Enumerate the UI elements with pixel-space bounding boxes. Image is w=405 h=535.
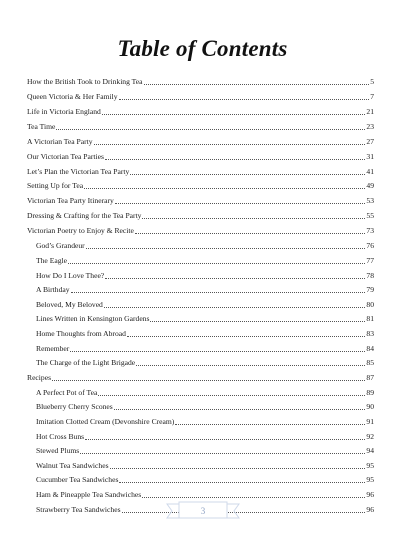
dot-leader: [86, 248, 366, 249]
toc-entry: [27, 398, 374, 413]
toc-entry-title: The Eagle: [36, 256, 67, 266]
toc-entry-title: Remember: [36, 343, 70, 353]
toc-entry-page-number: 96: [366, 504, 374, 514]
toc-entry-page-number: 80: [366, 299, 374, 309]
dot-leader: [142, 218, 365, 219]
toc-entry-title: Victorian Poetry to Enjoy & Recite: [27, 226, 134, 236]
toc-entry: [27, 485, 374, 500]
toc-entry-title: How the British Took to Drinking Tea: [27, 76, 143, 86]
toc-entry-title: Walnut Tea Sandwiches: [36, 460, 109, 470]
toc-entry-title: Lines Written in Kensington Gardens: [36, 314, 150, 324]
toc-entry-title: Dressing & Crafting for the Tea Party: [27, 211, 142, 221]
toc-entry: [27, 471, 374, 486]
toc-entry-page-number: 49: [366, 181, 374, 191]
dot-leader: [71, 292, 366, 293]
toc-entry-title: How Do I Love Thee?: [36, 270, 105, 280]
toc-entry-title: God’s Grandeur: [36, 241, 85, 251]
toc-entry-title: Recipes: [27, 372, 52, 382]
toc-entry-page-number: 91: [366, 416, 374, 426]
toc-entry-page-number: 5: [370, 76, 374, 86]
dot-leader: [105, 159, 365, 160]
table-of-contents: [27, 72, 374, 515]
toc-entry-title: Our Victorian Tea Parties: [27, 151, 104, 161]
ribbon-banner-icon: [165, 500, 241, 522]
dot-leader: [68, 263, 365, 264]
toc-entry: [27, 368, 374, 383]
dot-leader: [136, 365, 365, 366]
toc-entry-title: Setting Up for Tea: [27, 181, 84, 191]
toc-entry-title: A Birthday: [36, 285, 70, 295]
dot-leader: [127, 336, 365, 337]
toc-entry-title: Blueberry Cherry Scones: [36, 402, 113, 412]
toc-entry-page-number: 27: [366, 136, 374, 146]
toc-entry-title: Victorian Tea Party Itinerary: [27, 196, 114, 206]
toc-entry-page-number: 83: [366, 328, 374, 338]
toc-entry-page-number: 78: [366, 270, 374, 280]
toc-entry: [27, 281, 374, 296]
toc-entry: [27, 251, 374, 266]
toc-entry-title: Imitation Clotted Cream (Devonshire Cream): [36, 416, 175, 426]
toc-entry-page-number: 55: [366, 211, 374, 221]
toc-entry: [27, 207, 374, 222]
toc-entry: [27, 295, 374, 310]
toc-entry-title: Tea Time: [27, 121, 56, 131]
toc-entry-title: Cucumber Tea Sandwiches: [36, 475, 119, 485]
dot-leader: [105, 278, 365, 279]
toc-entry-page-number: 76: [366, 241, 374, 251]
toc-entry: [27, 177, 374, 192]
toc-entry-title: Let’s Plan the Victorian Tea Party: [27, 166, 130, 176]
toc-entry: [27, 427, 374, 442]
page-footer: [0, 500, 405, 522]
toc-entry: [27, 117, 374, 132]
dot-leader: [119, 482, 365, 483]
dot-leader: [130, 174, 365, 175]
dot-leader: [80, 453, 365, 454]
toc-entry: [27, 102, 374, 117]
page-title: Table of Contents: [117, 36, 288, 61]
toc-entry-page-number: 7: [370, 91, 374, 101]
toc-entry-title: A Perfect Pot of Tea: [36, 387, 98, 397]
toc-entry-page-number: 87: [366, 372, 374, 382]
page-number: 3: [200, 506, 205, 516]
dot-leader: [84, 188, 365, 189]
toc-entry: [27, 442, 374, 457]
dot-leader: [52, 380, 365, 381]
toc-entry: [27, 354, 374, 369]
toc-entry: [27, 310, 374, 325]
toc-entry-title: Home Thoughts from Abroad: [36, 328, 126, 338]
toc-entry-page-number: 94: [366, 446, 374, 456]
toc-entry-title: Strawberry Tea Sandwiches: [36, 504, 121, 514]
dot-leader: [150, 321, 365, 322]
dot-leader: [104, 307, 366, 308]
toc-entry: [27, 324, 374, 339]
toc-entry-page-number: 41: [366, 166, 374, 176]
dot-leader: [144, 84, 370, 85]
toc-entry-page-number: 79: [366, 285, 374, 295]
toc-entry-title: The Charge of the Light Brigade: [36, 358, 136, 368]
dot-leader: [102, 114, 366, 115]
dot-leader: [115, 203, 366, 204]
dot-leader: [70, 351, 365, 352]
dot-leader: [119, 99, 370, 100]
toc-entry-page-number: 95: [366, 475, 374, 485]
toc-entry-page-number: 21: [366, 106, 374, 116]
dot-leader: [94, 144, 366, 145]
toc-entry-page-number: 84: [366, 343, 374, 353]
toc-entry: [27, 72, 374, 87]
toc-entry: [27, 266, 374, 281]
toc-entry: [27, 339, 374, 354]
toc-entry-title: Ham & Pineapple Tea Sandwiches: [36, 489, 142, 499]
toc-entry-page-number: 77: [366, 256, 374, 266]
toc-entry: [27, 412, 374, 427]
toc-entry-page-number: 23: [366, 121, 374, 131]
toc-entry-title: Beloved, My Beloved: [36, 299, 103, 309]
toc-entry-page-number: 85: [366, 358, 374, 368]
toc-entry-page-number: 73: [366, 226, 374, 236]
toc-entry-page-number: 96: [366, 489, 374, 499]
dot-leader: [98, 395, 365, 396]
toc-entry-title: Hot Cross Buns: [36, 431, 85, 441]
toc-entry-title: Life in Victoria England: [27, 106, 101, 116]
toc-entry: [27, 132, 374, 147]
toc-entry-page-number: 31: [366, 151, 374, 161]
toc-entry: [27, 147, 374, 162]
dot-leader: [110, 468, 366, 469]
toc-entry-page-number: 81: [366, 314, 374, 324]
toc-entry: [27, 222, 374, 237]
toc-entry: [27, 162, 374, 177]
toc-entry: [27, 456, 374, 471]
dot-leader: [114, 409, 366, 410]
toc-entry-page-number: 53: [366, 196, 374, 206]
toc-entry-page-number: 89: [366, 387, 374, 397]
dot-leader: [175, 424, 365, 425]
toc-entry: [27, 237, 374, 252]
toc-entry-page-number: 92: [366, 431, 374, 441]
toc-entry-title: A Victorian Tea Party: [27, 136, 93, 146]
toc-entry-title: Stewed Plums: [36, 446, 80, 456]
toc-entry: [27, 87, 374, 102]
toc-entry-page-number: 90: [366, 402, 374, 412]
toc-entry: [27, 192, 374, 207]
toc-entry: [27, 383, 374, 398]
toc-entry-page-number: 95: [366, 460, 374, 470]
dot-leader: [56, 129, 365, 130]
dot-leader: [135, 233, 366, 234]
toc-entry-title: Queen Victoria & Her Family: [27, 91, 118, 101]
dot-leader: [142, 497, 365, 498]
dot-leader: [85, 439, 365, 440]
